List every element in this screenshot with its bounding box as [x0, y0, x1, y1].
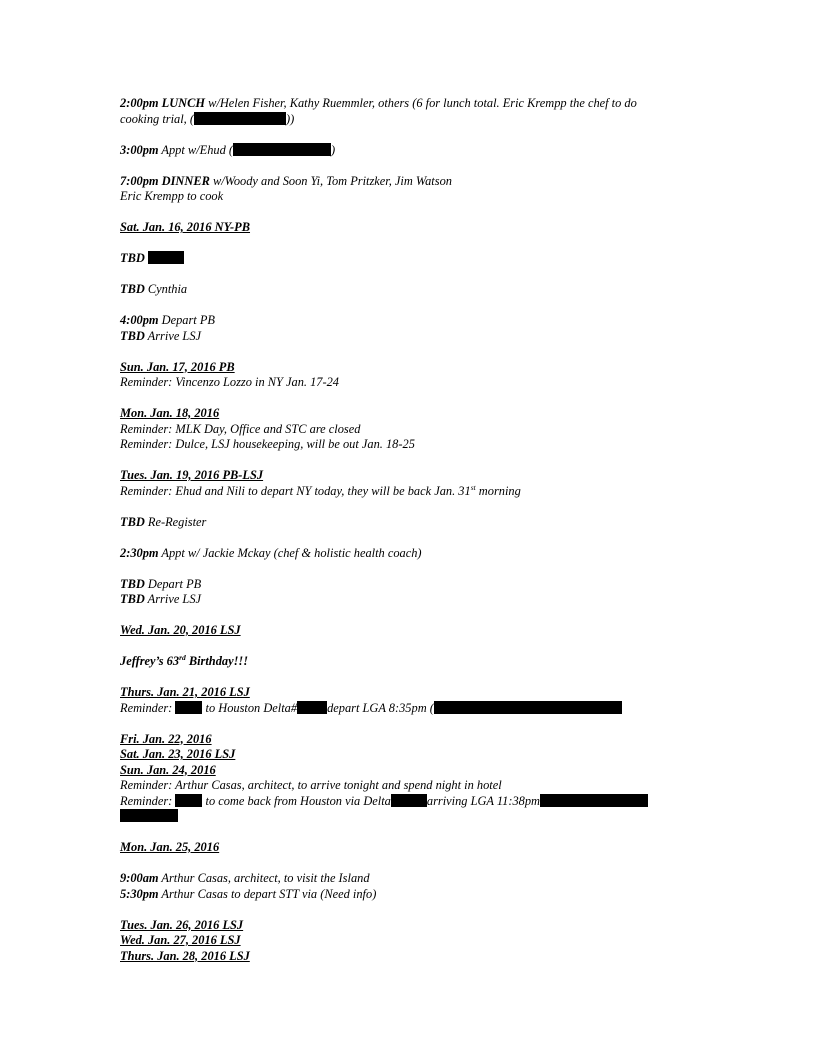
dinner-entry-cont: Eric Krempp to cook [120, 189, 224, 203]
arrive-entry [120, 329, 720, 345]
entry-time: 9:00am [120, 871, 159, 885]
entry-time: 3:00pm [120, 142, 159, 157]
reminder-text: morning [475, 483, 521, 498]
redaction-block [297, 701, 327, 714]
entry-text: ) [331, 142, 336, 157]
entry-text: w/Helen Fisher, Kathy Ruemmler, others (6 for lunch total. Eric Krempp the chef to do [205, 96, 637, 110]
reminder-text: to come back from Houston via Delta [202, 793, 391, 808]
redaction-block [434, 701, 622, 714]
reminder: Reminder: Vincenzo Lozzo in NY Jan. 17-24 [120, 375, 339, 389]
day-heading: Fri. Jan. 22, 2016 [120, 731, 212, 746]
entry-title: DINNER [161, 173, 210, 188]
entry-title: LUNCH [161, 96, 206, 110]
entry-time: TBD [120, 592, 145, 606]
reminder: Reminder: Arthur Casas, architect, to arrive tonight and spend night in hotel [120, 778, 502, 792]
entry-text: Cynthia [144, 282, 188, 296]
day-heading: Mon. Jan. 25, 2016 [120, 840, 220, 854]
redaction-block [175, 701, 202, 714]
reminder-cont [120, 809, 720, 825]
cynthia-entry [120, 282, 720, 298]
entry-time: 2:00pm [120, 96, 159, 110]
day-heading: Tues. Jan. 26, 2016 LSJ [120, 917, 244, 932]
entry-time: 5:30pm [120, 886, 159, 901]
entry-time: 7:00pm [120, 173, 159, 188]
jackie-entry [120, 546, 720, 562]
ehud-entry [120, 143, 720, 159]
entry-text: Depart PB [158, 313, 215, 327]
entry-text: Appt w/Ehud ( [158, 142, 234, 157]
entry-time: 2:30pm [120, 545, 159, 560]
reregister-entry [120, 515, 720, 531]
day-heading: Thurs. Jan. 21, 2016 LSJ [120, 685, 250, 699]
day-heading: Sun. Jan. 24, 2016 [120, 762, 216, 777]
entry-text: Arthur Casas to depart STT via (Need info) [158, 886, 377, 901]
day-heading: Sun. Jan. 17, 2016 PB [120, 359, 235, 374]
reminder [120, 794, 720, 810]
day-heading: Thurs. Jan. 28, 2016 LSJ [120, 948, 250, 963]
arrive-entry [120, 592, 720, 608]
reminder-text: Reminder: [120, 700, 176, 715]
redaction-block [175, 794, 202, 807]
visit-entry [120, 871, 720, 887]
depart-entry [120, 577, 720, 593]
redaction-block [120, 809, 178, 822]
dinner-entry [120, 174, 720, 190]
reminder-text: Reminder: Ehud and Nili to depart NY today, they will be back Jan. 31 [120, 483, 471, 498]
birthday-note [120, 654, 720, 670]
tbd-entry [120, 251, 720, 267]
entry-text: Appt w/ Jackie Mckay (chef & holistic health coach) [158, 545, 422, 560]
reminder [120, 484, 720, 500]
day-heading: Wed. Jan. 20, 2016 LSJ [120, 623, 241, 637]
redaction-block [540, 794, 648, 807]
reminder: Reminder: Dulce, LSJ housekeeping, will be out Jan. 18-25 [120, 437, 415, 451]
lunch-entry [120, 96, 720, 112]
entry-text: )) [286, 111, 295, 126]
calendar-page [120, 96, 720, 964]
entry-text: Arrive LSJ [144, 328, 202, 343]
day-heading: Sat. Jan. 23, 2016 LSJ [120, 747, 236, 761]
entry-time: TBD [120, 514, 145, 529]
reminder-text: depart LGA 8:35pm ( [327, 700, 434, 715]
day-heading: Wed. Jan. 27, 2016 LSJ [120, 933, 241, 947]
entry-text: Depart PB [144, 576, 202, 591]
reminder-text: arriving LGA 11:38pm [426, 793, 540, 808]
reminder-text: Reminder: [120, 793, 176, 808]
entry-text: cooking trial, ( [120, 111, 194, 126]
reminder: Reminder: MLK Day, Office and STC are closed [120, 421, 361, 436]
entry-text: Re-Register [144, 514, 207, 529]
birthday-text: Jeffrey’s 63 [120, 654, 180, 668]
entry-time: TBD [120, 251, 145, 265]
day-heading: Sat. Jan. 16, 2016 NY-PB [120, 220, 251, 234]
depart-entry [120, 887, 720, 903]
redaction-block [391, 794, 427, 807]
depart-entry [120, 313, 720, 329]
day-heading: Mon. Jan. 18, 2016 [120, 406, 220, 420]
day-heading: Tues. Jan. 19, 2016 PB-LSJ [120, 468, 264, 482]
entry-time: TBD [120, 282, 145, 296]
reminder [120, 701, 720, 717]
entry-time: TBD [120, 576, 145, 591]
entry-time: 4:00pm [120, 313, 159, 327]
redaction-block [233, 143, 331, 156]
entry-text: Arthur Casas, architect, to visit the Island [158, 871, 370, 885]
entry-text: Arrive LSJ [144, 592, 202, 606]
ordinal-suffix: st [470, 482, 476, 492]
redaction-block [194, 112, 286, 125]
entry-time: TBD [120, 328, 145, 343]
ordinal-suffix: rd [179, 652, 186, 662]
reminder-text: to Houston Delta# [202, 700, 298, 715]
entry-text: w/Woody and Soon Yi, Tom Pritzker, Jim Watson [209, 173, 452, 188]
lunch-entry-cont [120, 112, 720, 128]
birthday-text: Birthday!!! [185, 654, 249, 668]
redaction-block [148, 251, 184, 264]
